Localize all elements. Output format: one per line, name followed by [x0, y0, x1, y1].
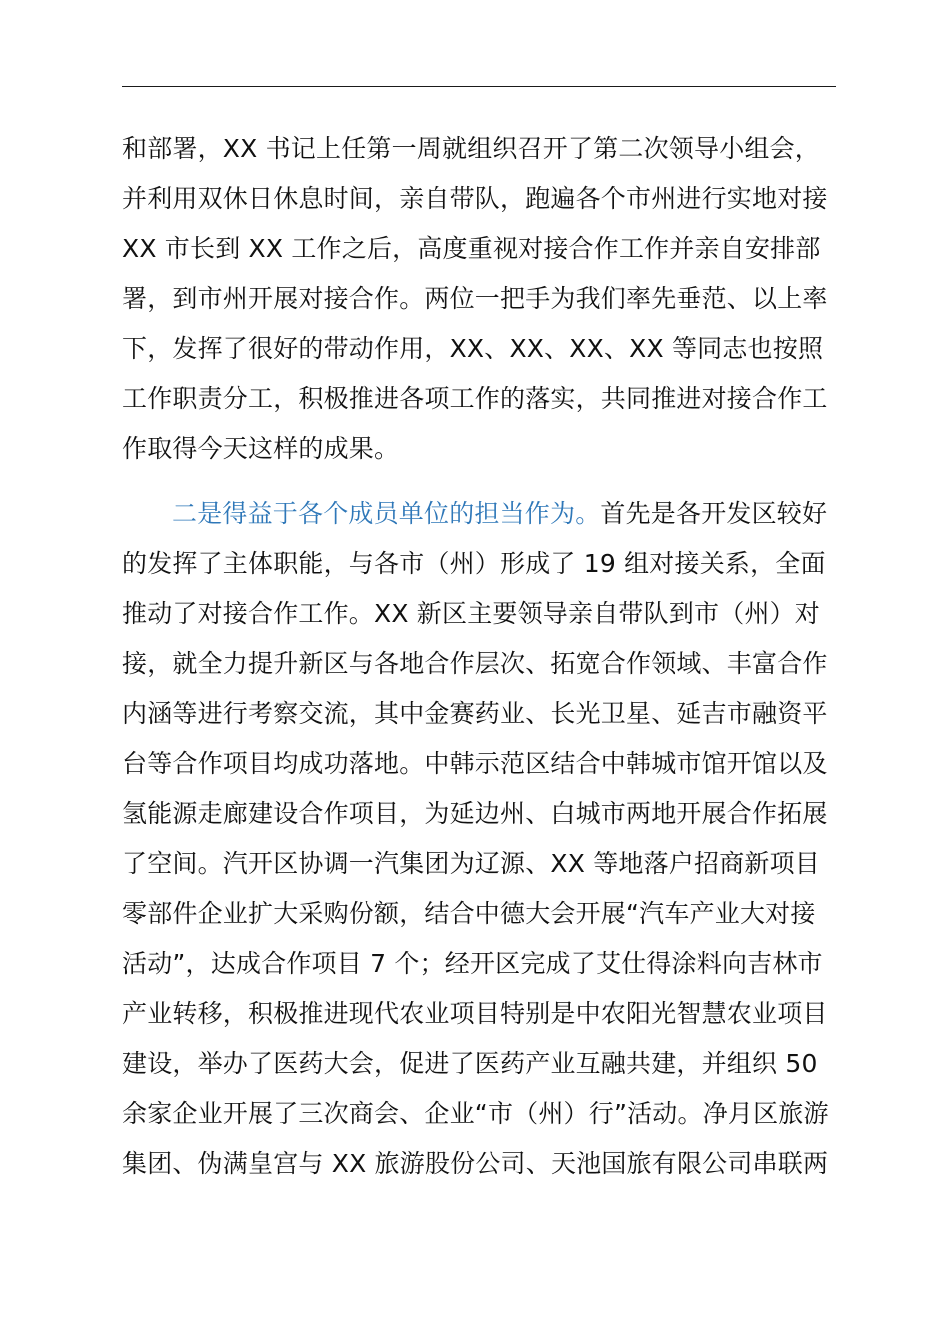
text-line: 内涵等进行考察交流，其中金赛药业、长光卫星、延吉市融资平	[122, 699, 828, 728]
paragraph-first-line	[172, 499, 827, 529]
header-rule	[122, 86, 836, 87]
text-line: 建设，举办了医药大会，促进了医药产业互融共建，并组织 50	[122, 1049, 818, 1078]
text-line: 下，发挥了很好的带动作用，XX、XX、XX、XX 等同志也按照	[122, 334, 824, 363]
text-line: XX 市长到 XX 工作之后，高度重视对接合作工作并亲自安排部	[122, 234, 821, 263]
text-line: 并利用双休日休息时间，亲自带队，跑遍各个市州进行实地对接	[122, 184, 828, 213]
text-line: 产业转移，积极推进现代农业项目特别是中农阳光智慧农业项目	[122, 999, 828, 1028]
text-line: 集团、伪满皇宫与 XX 旅游股份公司、天池国旅有限公司串联两	[122, 1149, 829, 1178]
section-heading: 二是得益于各个成员单位的担当作为。	[172, 499, 601, 528]
text-line: 的发挥了主体职能，与各市（州）形成了 19 组对接关系，全面	[122, 549, 826, 578]
text-line: 零部件企业扩大采购份额，结合中德大会开展“汽车产业大对接	[122, 899, 816, 928]
text-line: 接，就全力提升新区与各地合作层次、拓宽合作领域、丰富合作	[122, 649, 828, 678]
text-line: 工作职责分工，积极推进各项工作的落实，共同推进对接合作工	[122, 384, 828, 413]
text-run: 首先是各开发区较好	[600, 499, 828, 528]
text-line: 活动”，达成合作项目 7 个；经开区完成了艾仕得涂料向吉林市	[122, 949, 823, 978]
text-line: 了空间。汽开区协调一汽集团为辽源、XX 等地落户招商新项目	[122, 849, 821, 878]
text-line: 台等合作项目均成功落地。中韩示范区结合中韩城市馆开馆以及	[122, 749, 828, 778]
text-line: 作取得今天这样的成果。	[122, 434, 400, 463]
text-line: 和部署，XX 书记上任第一周就组织召开了第二次领导小组会，	[122, 134, 821, 163]
text-line: 氢能源走廊建设合作项目，为延边州、白城市两地开展合作拓展	[122, 799, 828, 828]
text-line: 余家企业开展了三次商会、企业“市（州）行”活动。净月区旅游	[122, 1099, 829, 1128]
text-line: 推动了对接合作工作。XX 新区主要领导亲自带队到市（州）对	[122, 599, 821, 628]
text-line: 署，到市州开展对接合作。两位一把手为我们率先垂范、以上率	[122, 284, 828, 313]
